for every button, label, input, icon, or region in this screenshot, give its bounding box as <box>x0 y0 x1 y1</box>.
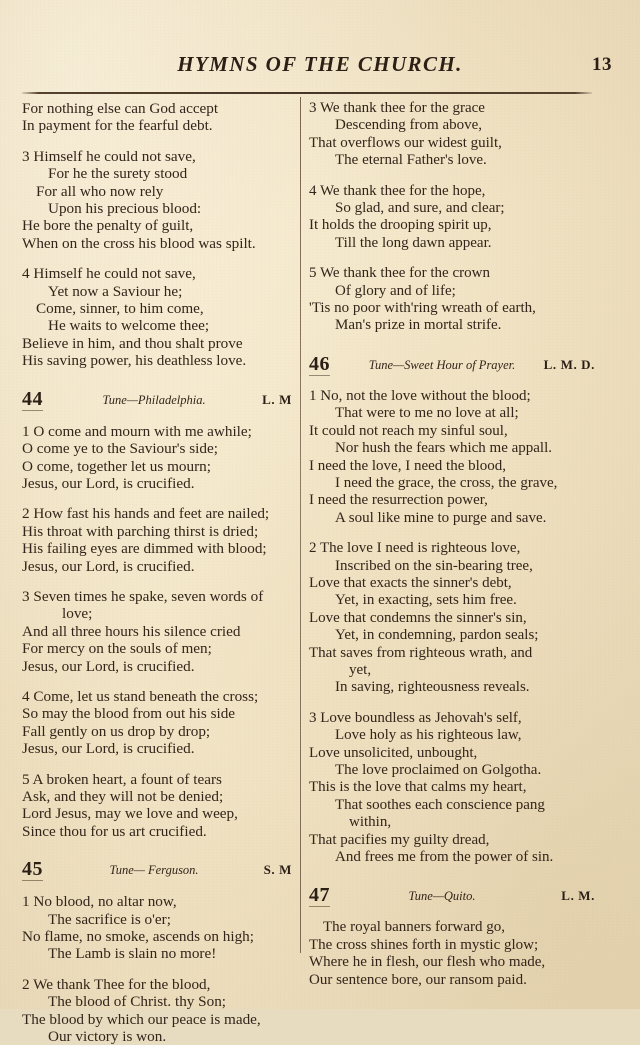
verse-line: Ask, and they will not be denied; <box>22 788 224 805</box>
verse-line: Lord Jesus, may we love and weep, <box>22 805 238 823</box>
verse-line: Come, sinner, to him come, <box>36 300 204 318</box>
verse-line: Upon his precious blood: <box>48 200 202 218</box>
verse-line: Yet now a Saviour he; <box>48 282 183 300</box>
verse-line: Man's prize in mortal strife. <box>335 317 502 334</box>
verse-line: Jesus, our Lord, is crucified. <box>22 474 195 492</box>
hymn-meter: L. M. D. <box>543 356 595 372</box>
verse-line: Jesus, our Lord, is crucified. <box>22 657 195 675</box>
verse-line: Where he in flesh, our flesh who made, <box>309 954 546 971</box>
verse-line: For nothing else can God accept <box>22 100 219 117</box>
page-title: HYMNS OF THE CHURCH. <box>177 52 463 76</box>
hymn-tune-name: Tune—Philadelphia. <box>102 392 206 407</box>
header-rule <box>22 92 592 94</box>
verse-line: That soothes each conscience pang <box>335 796 545 813</box>
verse-line: Yet, in exacting, sets him free. <box>335 592 517 609</box>
verse-line: This is the love that calms my heart, <box>309 779 527 796</box>
verse-line: Descending from above, <box>335 117 483 134</box>
verse-line: 4 Come, let us stand beneath the cross; <box>22 687 259 705</box>
verse-line: 3 Himself he could not save, <box>22 147 196 165</box>
hymn-verse <box>309 183 597 253</box>
verse-line: No flame, no smoke, ascends on high; <box>22 928 254 946</box>
hymn-tune-name: Tune—Sweet Hour of Prayer. <box>368 357 516 372</box>
verse-line: The royal banners forward go, <box>323 919 506 936</box>
verse-line: In saving, righteousness reveals. <box>335 679 530 696</box>
verse-line: 1 No, not the love without the blood; <box>309 387 531 404</box>
hymn-verse <box>22 688 294 758</box>
verse-line: A soul like mine to purge and save. <box>335 509 547 526</box>
verse-line: yet, <box>349 661 372 678</box>
verse-line: So glad, and sure, and clear; <box>335 200 505 217</box>
verse-line: O come ye to the Saviour's side; <box>22 440 218 458</box>
hymn-verse <box>22 588 294 675</box>
verse-line: The blood of Christ. thy Son; <box>48 993 227 1011</box>
hymn-verse <box>22 505 294 575</box>
hymn-verse <box>22 976 294 1045</box>
hymn-verse <box>309 100 597 170</box>
verse-line: I need the grace, the cross, the grave, <box>335 474 558 491</box>
verse-line: 5 A broken heart, a fount of tears <box>22 770 222 788</box>
hymn-heading <box>309 354 597 380</box>
verse-line: 4 We thank thee for the hope, <box>309 182 486 199</box>
verse-line: Inscribed on the sin-bearing tree, <box>335 557 533 574</box>
hymn-number: 46 <box>309 352 330 375</box>
hymn-number: 45 <box>22 858 43 881</box>
verse-line: 5 We thank thee for the crown <box>309 265 490 282</box>
verse-line: 1 O come and mourn with me awhile; <box>22 422 252 440</box>
hymn-meter: L. M. <box>561 888 595 904</box>
hymn-verse <box>309 265 597 335</box>
verse-line: Fall gently on us drop by drop; <box>22 722 211 740</box>
verse-line: 2 The love I need is righteous love, <box>309 540 521 557</box>
verse-line: Believe in him, and thou shalt prove <box>22 334 243 352</box>
verse-line: Jesus, our Lord, is crucified. <box>22 557 195 575</box>
verse-line: 'Tis no poor with'ring wreath of earth, <box>309 300 536 317</box>
verse-line: Our sentence bore, our ransom paid. <box>309 971 527 988</box>
verse-line: Love that condemns the sinner's sin, <box>309 609 527 626</box>
verse-line: So may the blood from out his side <box>22 705 236 723</box>
hymn-tune-name: Tune— Ferguson. <box>109 863 199 878</box>
verse-line: 3 Seven times he spake, seven words of <box>22 587 264 605</box>
verse-line: It could not reach my sinful soul, <box>309 422 508 439</box>
verse-line: The cross shines forth in mystic glow; <box>309 936 539 953</box>
hymn-verse <box>309 540 597 697</box>
verse-line: When on the cross his blood was spilt. <box>22 234 256 252</box>
verse-line: Since thou for us art crucified. <box>22 822 207 840</box>
verse-line: Nor hush the fears which me appall. <box>335 440 553 457</box>
verse-line: The blood by which our peace is made, <box>22 1010 261 1028</box>
verse-line: In payment for the fearful debt. <box>22 117 213 135</box>
hymn-verse <box>22 771 294 841</box>
verse-line: He bore the penalty of guilt, <box>22 217 194 235</box>
verse-line: And frees me from the power of sin. <box>335 849 554 866</box>
verse-line: The sacrifice is o'er; <box>48 910 171 928</box>
hymn-heading <box>22 389 294 415</box>
verse-line: His failing eyes are dimmed with blood; <box>22 540 267 558</box>
verse-line: 3 We thank thee for the grace <box>309 100 485 116</box>
verse-line: It holds the drooping spirit up, <box>309 217 492 234</box>
verse-line: That pacifies my guilty dread, <box>309 831 490 848</box>
verse-line: Love holy as his righteous law, <box>335 727 522 744</box>
verse-line: Our victory is won. <box>48 1028 167 1045</box>
verse-line: For all who now rely <box>36 182 164 200</box>
verse-line: 2 How fast his hands and feet are nailed; <box>22 505 270 523</box>
verse-line: 1 No blood, no altar now, <box>22 893 177 911</box>
verse-line: 2 We thank Thee for the blood, <box>22 975 211 993</box>
hymn-verse <box>309 919 597 989</box>
verse-line: Jesus, our Lord, is crucified. <box>22 740 195 758</box>
verse-line: He waits to welcome thee; <box>48 317 210 335</box>
hymn-tune-name: Tune—Quito. <box>408 889 476 904</box>
verse-line: That overflows our widest guilt, <box>309 134 502 151</box>
hymn-verse <box>309 388 597 527</box>
verse-line: For he the surety stood <box>48 165 188 183</box>
verse-line: The Lamb is slain no more! <box>48 945 217 963</box>
verse-line: O come, together let us mourn; <box>22 457 211 475</box>
verse-line: Till the long dawn appear. <box>335 234 492 251</box>
verse-line: within, <box>349 814 392 831</box>
hymn-heading <box>22 859 294 885</box>
hymn-meter: S. M <box>263 862 292 878</box>
hymn-number: 44 <box>22 387 43 410</box>
verse-line: The eternal Father's love. <box>335 152 487 169</box>
hymn-verse <box>309 710 597 867</box>
left-column <box>22 100 294 1045</box>
column-divider <box>300 97 301 953</box>
verse-line: His throat with parching thirst is dried; <box>22 522 259 540</box>
hymn-verse <box>22 893 294 963</box>
verse-line: 4 Himself he could not save, <box>22 265 196 283</box>
verse-line: The love proclaimed on Golgotha. <box>335 762 542 778</box>
hymn-heading <box>309 885 597 911</box>
page-number: 13 <box>592 54 612 75</box>
verse-line: And all three hours his silence cried <box>22 622 241 640</box>
verse-line: That saves from righteous wrath, and <box>309 644 533 661</box>
verse-line: Love that exacts the sinner's debt, <box>309 574 512 591</box>
verse-line: I need the love, I need the blood, <box>309 457 507 474</box>
verse-line: For mercy on the souls of men; <box>22 640 212 658</box>
hymn-number: 47 <box>309 884 330 907</box>
hymn-verse <box>22 423 294 493</box>
page-header <box>22 52 618 84</box>
verse-line: love; <box>62 605 93 623</box>
verse-line: 3 Love boundless as Jehovah's self, <box>309 709 522 726</box>
verse-line: I need the resurrection power, <box>309 492 488 509</box>
hymn-meter: L. M <box>262 391 292 407</box>
verse-line: That were to me no love at all; <box>335 405 519 422</box>
hymn-verse <box>22 100 294 135</box>
verse-line: Yet, in condemning, pardon seals; <box>335 627 539 644</box>
verse-line: Of glory and of life; <box>335 282 456 299</box>
right-column <box>309 100 597 989</box>
verse-line: His saving power, his deathless love. <box>22 352 247 370</box>
hymn-verse <box>22 148 294 252</box>
verse-line: Love unsolicited, unbought, <box>309 744 478 761</box>
hymn-verse <box>22 265 294 369</box>
